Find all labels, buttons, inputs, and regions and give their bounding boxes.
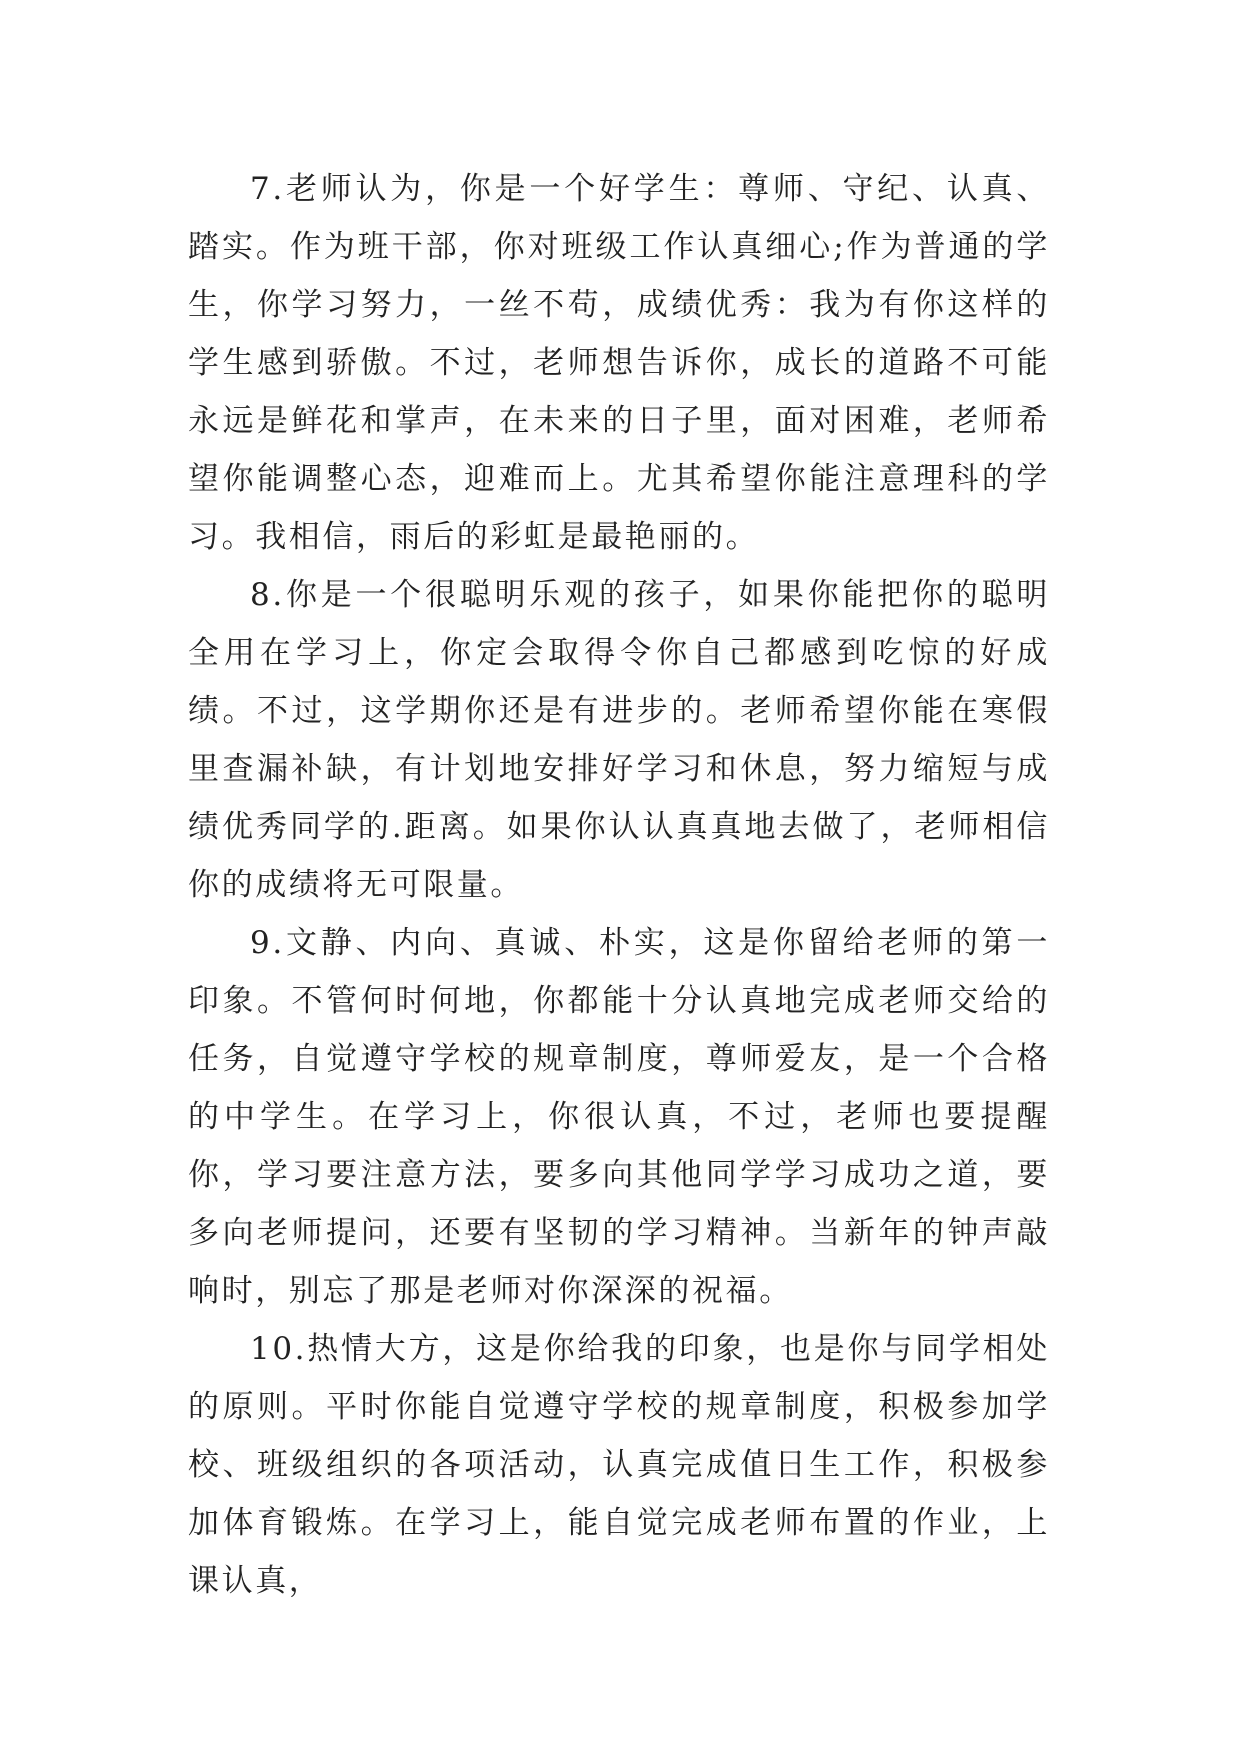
- comment-paragraph-9: 9.文静、内向、真诚、朴实，这是你留给老师的第一印象。不管何时何地，你都能十分认真地完成老师交给的任务，自觉遵守学校的规章制度，尊师爱友，是一个合格的中学生。在学习上，你很认真，不过，老师也要提醒你，学习要注意方法，要多向其他同学学习成功之道，要多向老师提问，还要有坚韧的学习精神。当新年的钟声敲响时，别忘了那是老师对你深深的祝福。: [188, 925, 1050, 1309]
- comment-paragraph-7: 7.老师认为，你是一个好学生：尊师、守纪、认真、踏实。作为班干部，你对班级工作认真细心;作为普通的学生，你学习努力，一丝不苟，成绩优秀：我为有你这样的学生感到骄傲。不过，老师想告诉你，成长的道路不可能永远是鲜花和掌声，在未来的日子里，面对困难，老师希望你能调整心态，迎难而上。尤其希望你能注意理科的学习。我相信，雨后的彩虹是最艳丽的。: [188, 171, 1050, 555]
- comment-paragraph-8: 8.你是一个很聪明乐观的孩子，如果你能把你的聪明全用在学习上，你定会取得令你自己都感到吃惊的好成绩。不过，这学期你还是有进步的。老师希望你能在寒假里查漏补缺，有计划地安排好学习和休息，努力缩短与成绩优秀同学的.距离。如果你认认真真地去做了，老师相信你的成绩将无可限量。: [188, 577, 1050, 903]
- comment-paragraph-10: 10.热情大方，这是你给我的印象，也是你与同学相处的原则。平时你能自觉遵守学校的规章制度，积极参加学校、班级组织的各项活动，认真完成值日生工作，积极参加体育锻炼。在学习上，能自觉完成老师布置的作业，上课认真，: [188, 1331, 1050, 1599]
- document-body: [188, 160, 1050, 1610]
